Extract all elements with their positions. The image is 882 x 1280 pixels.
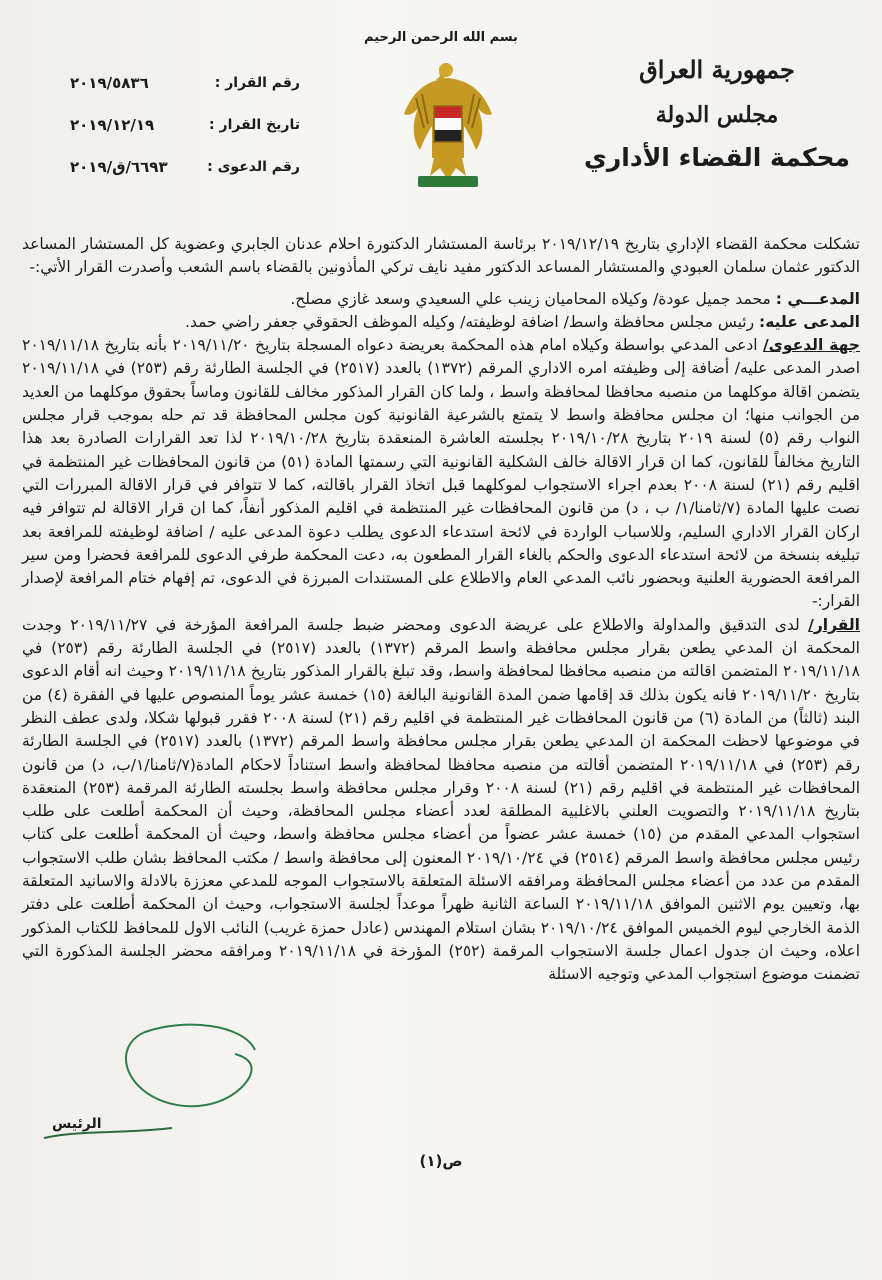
decision-number-label: رقم القرار : bbox=[214, 75, 300, 91]
bismillah-line: بسم الله الرحمن الرحيم bbox=[364, 30, 518, 45]
decision-date-label: تاريخ القرار : bbox=[209, 117, 300, 133]
claim-paragraph bbox=[22, 334, 860, 614]
court-formation-paragraph: تشكلت محكمة القضاء الإداري بتاريخ ٢٠١٩/١٢/١٩ برئاسة المستشار الدكتورة احلام عدنان الجابري وعضوية كل المستشار المساعد الدكتور عثمان سلمان العبودي والمستشار المساعد الدكتور مفيد نايف تركي المأذونين بالقضاء باسم الشعب وأصدرت القرار الأتي:- bbox=[22, 235, 860, 277]
defendant-label: المدعى عليه: bbox=[759, 312, 860, 331]
decision-number-row bbox=[70, 62, 300, 104]
claim-text: ادعى المدعي بواسطة وكيلاه امام هذه المحكمة بعريضة دعواه المسجلة بتاريخ ٢٠١٩/١١/٢٠ بأنه بتاريخ ٢٠١٩/١١/١٨ اصدر المدعى عليه/ أضافة إلى وظيفته امره الاداري المرقم (١٣٧٢) بالعدد (٢٥١٧) في الجلسة الطارئة رقم (٢٥٣) في ٢٠١٩/١١/١٨ يتضمن اقالة موكلهما من منصبه محافظا لمحافظة واسط ، ولما كان القرار المذكور مخالف للقانون وماساً بحقوق موكلهما من العديد من الجوانب منها؛ ان مجلس محافظة واسط لا يتمتع بالشرعية القانونية كون مجلس المحافظة قد تم حله بموجب قرار مجلس النواب رقم (٥) لسنة ٢٠١٩ بتاريخ ٢٠١٩/١٠/٢٨ بجلسته العاشرة المنعقدة بتاريخ ٢٠١٩/١٠/٢٨ لذا تعد القرارات الصادرة بعد هذا التاريخ مخالفاً للقانون، كما ان قرار الاقالة خالف الشكلية القانونية التي رسمتها المادة (٥١) من قانون المحافظات غير المنتظمة في اقليم رقم (٢١) لسنة ٢٠٠٨ بعدم اجراء الاستجواب لموكلهما قبل اتخاذ القرار باقالته، كما لا تتوافر في قرار الاقالة المبررات التي نصت عليها المادة (٧/ثامنا/١/ ب ، د) من قانون المحافظات غير المنتظمة في اقليم المذكور أنفاً، كما ان قرار الاقالة لم تتوافر فيه اركان القرار الاداري السليم، وللاسباب الواردة في لائحة استدعاء الدعوى يطلب دعوة المدعى عليه / اضافة لوظيفته للمرافعة بعد تبليغه بنسخة من لائحة استدعاء الدعوى والحكم بالغاء القرار المطعون به، دعت المحكمة طرفي الدعوى للمرافعة فحضرا ومن سير المرافعة الحضورية العلنية وبحضور نائب المدعي العام والاطلاع على المستندات المبرزة في الدعوى، تم إفهام ختام المرافعة لإصدار القرار:- bbox=[22, 336, 861, 611]
president-signature-label: الرئيس bbox=[52, 1116, 102, 1132]
decision-paragraph bbox=[22, 614, 860, 987]
ruling-body bbox=[22, 233, 860, 987]
plaintiff-paragraph bbox=[22, 288, 860, 311]
issuer-header bbox=[582, 48, 852, 178]
council-title: مجلس الدولة bbox=[655, 102, 779, 128]
decision-meta bbox=[70, 62, 300, 188]
plaintiff-text: محمد جميل عودة/ وكيلاه المحاميان زينب علي السعيدي وسعد غازي مصلح. bbox=[290, 289, 771, 308]
pen-circle-annotation-icon bbox=[115, 1010, 265, 1120]
case-number-row bbox=[70, 146, 300, 188]
signature-stroke-icon bbox=[40, 1108, 180, 1148]
decision-number-value: ٢٠١٩/٥٨٣٦ bbox=[70, 74, 149, 92]
court-title: محكمة القضاء الأداري bbox=[583, 143, 850, 172]
case-number-value: ٦٦٩٣/ق/٢٠١٩ bbox=[70, 158, 168, 176]
defendant-paragraph bbox=[22, 311, 860, 334]
claim-label: جهة الدعوى/ bbox=[763, 336, 860, 355]
plaintiff-label: المدعـــي : bbox=[775, 289, 860, 308]
defendant-text: رئيس مجلس محافظة واسط/ اضافة لوظيفته/ وكيله الموظف الحقوقي جعفر راضي حمد. bbox=[185, 312, 755, 331]
case-number-label: رقم الدعوى : bbox=[207, 159, 300, 175]
republic-title: جمهورية العراق bbox=[639, 55, 795, 84]
decision-date-row bbox=[70, 104, 300, 146]
decision-label: القرار/ bbox=[808, 615, 860, 634]
decision-text: لدى التدقيق والمداولة والاطلاع على عريضة الدعوى ومحضر ضبط جلسة المرافعة المؤرخة في ٢٠١٩/١١/٢٧ وجدت المحكمة ان المدعي يطعن بقرار مجلس محافظة واسط المرقم (١٣٧٢) بالعدد (٢٥١٧) في الجلسة الطارئة رقم (٢٥٣) في ٢٠١٩/١١/١٨ المتضمن اقالته من منصبه محافظا لمحافظة واسط، وقد تبلغ بالقرار المذكور بتاريخ ٢٠١٩/١١/١٨ وحيث انه أقام الدعوى بتاريخ ٢٠١٩/١١/٢٠ فانه يكون بذلك قد إقامها ضمن المدة القانونية البالغة (١٥) خمسة عشر يوماً المنصوص عليها في الفقرة (٤) من البند (ثالثاً) من المادة (٦) من قانون المحافظات غير المنتظمة في اقليم رقم (٢١) لسنة ٢٠٠٨ فقرر قبولها شكلا، ولدى عطف النظر في موضوعها لاحظت المحكمة ان المدعي يطعن بقرار مجلس محافظة واسط المرقم (١٣٧٢) بالعدد (٢٥١٧) في الجلسة الطارئة رقم (٢٥٣) في ٢٠١٩/١١/١٨ المتضمن أقالته من منصبه محافظا لمحافظة واسط استناداً لاحكام المادة(٧/ثامنا/١/ب، د) من قانون المحافظات غير المنتظمة في اقليم رقم (٢١) لسنة ٢٠٠٨ وقرار مجلس محافظة واسط بجلسته الطارئة المرقمة (٢٥٣) المنعقدة بتاريخ ٢٠١٩/١١/١٨ والتصويت العلني بالاغلبية المطلقة لعدد أعضاء مجلس المحافظة، وحيث أن المحكمة أطلعت على طلب استجواب المدعي المقدم من (١٥) خمسة عشر عضواً من أعضاء مجلس محافظة واسط، وحيث أن المحكمة أطلعت على كتاب رئيس مجلس محافظة واسط المرقم (٢٥١٤) في ٢٠١٩/١٠/٢٤ المعنون إلى محافظة واسط / مكتب المحافظ بشان طلب الاستجواب المقدم من عدد من أعضاء مجلس المحافظة ومرافقه الاسئلة المتعلقة بالاستجواب الموجه للمدعي معززة بالادلة والاسانيد المتعلقة بها، وتعيين يوم الاثنين الموافق ٢٠١٩/١١/١٨ الساعة الثانية ظهراً موعداً لجلسة الاستجواب، وحيث ان المحكمة أطلعت على دفتر الذمة الخارجي ليوم الخميس الموافق ٢٠١٩/١٠/٢٤ بشان استلام المهندس (عادل حمزة غريب) النائب الاول للمحافظ للكتاب المذكور اعلاه، وحيث ان جدول اعمال جلسة الاستجواب المرقمة (٢٥٢) المؤرخة في ٢٠١٩/١١/١٨ ومرافقه محضر الجلسة المذكورة التي تضمنت موضوع استجواب المدعي وتوجيه الاسئلة bbox=[22, 615, 861, 984]
decision-date-value: ٢٠١٩/١٢/١٩ bbox=[70, 116, 155, 134]
signature-block bbox=[40, 1108, 180, 1148]
iraq-eagle-emblem-icon bbox=[400, 58, 496, 193]
page-number: ص(١) bbox=[419, 1152, 463, 1170]
